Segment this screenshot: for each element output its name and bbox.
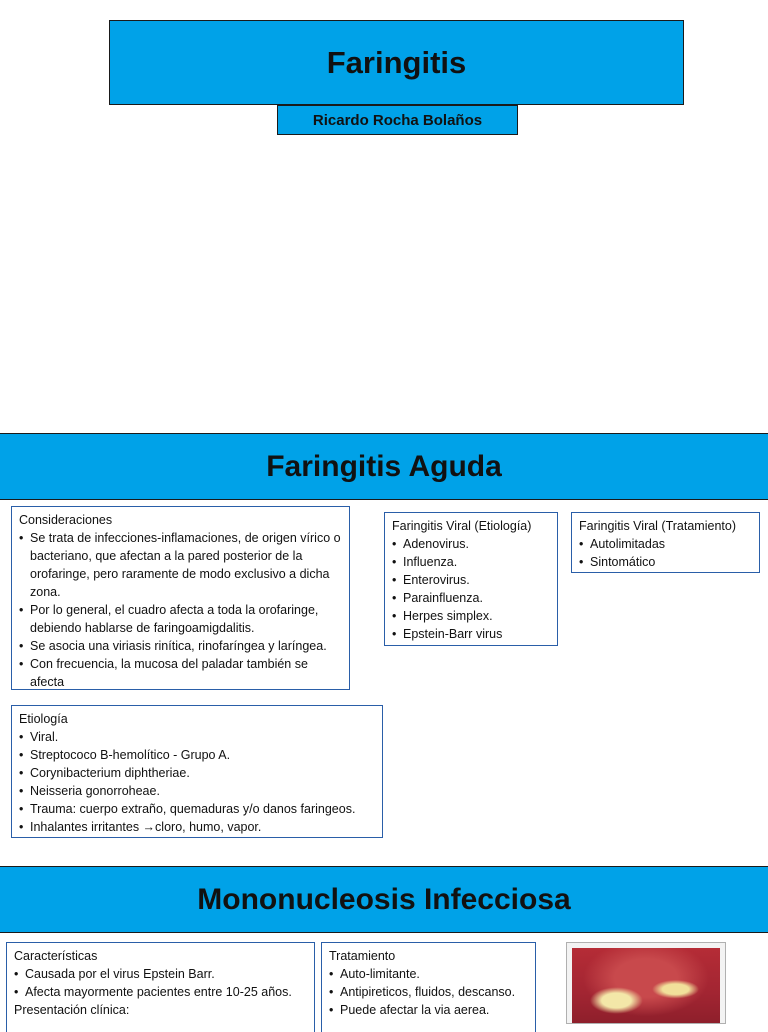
viral-etiologia-list [392,535,551,643]
section-header-mononucleosis [0,866,768,933]
list-item: • Sintomático [579,553,753,571]
list-item: • Se trata de infecciones-inflamaciones, de origen vírico o bacteriano, que afectan a la pared posterior de la orofaringe, pero raramente de modo exclusivo a dicha zona. [19,529,343,601]
caracteristicas-list [14,965,308,1001]
list-item: • Con frecuencia, la mucosa del paladar también se afecta [19,655,343,691]
tratamiento-card [321,942,536,1032]
list-item: • Trauma: cuerpo extraño, quemaduras y/o danos faringeos. [19,800,376,818]
list-item: • Streptococo B-hemolítico - Grupo A. [19,746,376,764]
list-item: • Viral. [19,728,376,746]
viral-tratamiento-list [579,535,753,571]
card-subheading: Presentación clínica: [14,1003,130,1017]
list-item: • Puede afectar la via aerea. [329,1001,529,1019]
slide-title: Faringitis [326,44,467,80]
etiologia-list [19,728,376,836]
list-item: • Herpes simplex. [392,607,551,625]
list-item: • Afecta mayormente pacientes entre 10-25 años. [14,983,308,1001]
list-item: • Se asocia una viriasis rinítica, rinofaríngea y laríngea. [19,637,343,655]
author-name: Ricardo Rocha Bolaños [312,111,483,129]
list-item: • Parainfluenza. [392,589,551,607]
list-item: • Enterovirus. [392,571,551,589]
card-heading: Características [14,949,98,963]
list-item: • Antipireticos, fluidos, descanso. [329,983,529,1001]
list-item: • Auto-limitante. [329,965,529,983]
viral-etiologia-card [384,512,558,646]
card-heading: Etiología [19,712,68,726]
card-heading: Faringitis Viral (Etiología) [392,519,532,533]
list-item: • Epstein-Barr virus [392,625,551,643]
list-item: • Adenovirus. [392,535,551,553]
slide-title-box [109,20,684,105]
card-heading: Tratamiento [329,949,396,963]
card-heading: Faringitis Viral (Tratamiento) [579,519,736,533]
list-item: • Corynibacterium diphtheriae. [19,764,376,782]
throat-photo-image [572,948,720,1023]
etiologia-card [11,705,383,838]
card-heading: Consideraciones [19,513,113,527]
consideraciones-card [11,506,350,690]
author-box [277,105,518,135]
tratamiento-list [329,965,529,1019]
list-item: • Neisseria gonorroheae. [19,782,376,800]
throat-photo [566,942,726,1024]
section-header-faringitis-aguda [0,433,768,500]
list-item: • Inhalantes irritantes →cloro, humo, vapor. [19,818,376,836]
list-item: • Por lo general, el cuadro afecta a toda la orofaringe, debiendo hablarse de faringoamigdalitis. [19,601,343,637]
list-item: • Autolimitadas [579,535,753,553]
list-item: • Causada por el virus Epstein Barr. [14,965,308,983]
list-item: • Influenza. [392,553,551,571]
viral-tratamiento-card [571,512,760,573]
section-title: Mononucleosis Infecciosa [197,882,571,916]
consideraciones-list [19,529,343,691]
section-title: Faringitis Aguda [266,449,502,483]
caracteristicas-card [6,942,315,1032]
